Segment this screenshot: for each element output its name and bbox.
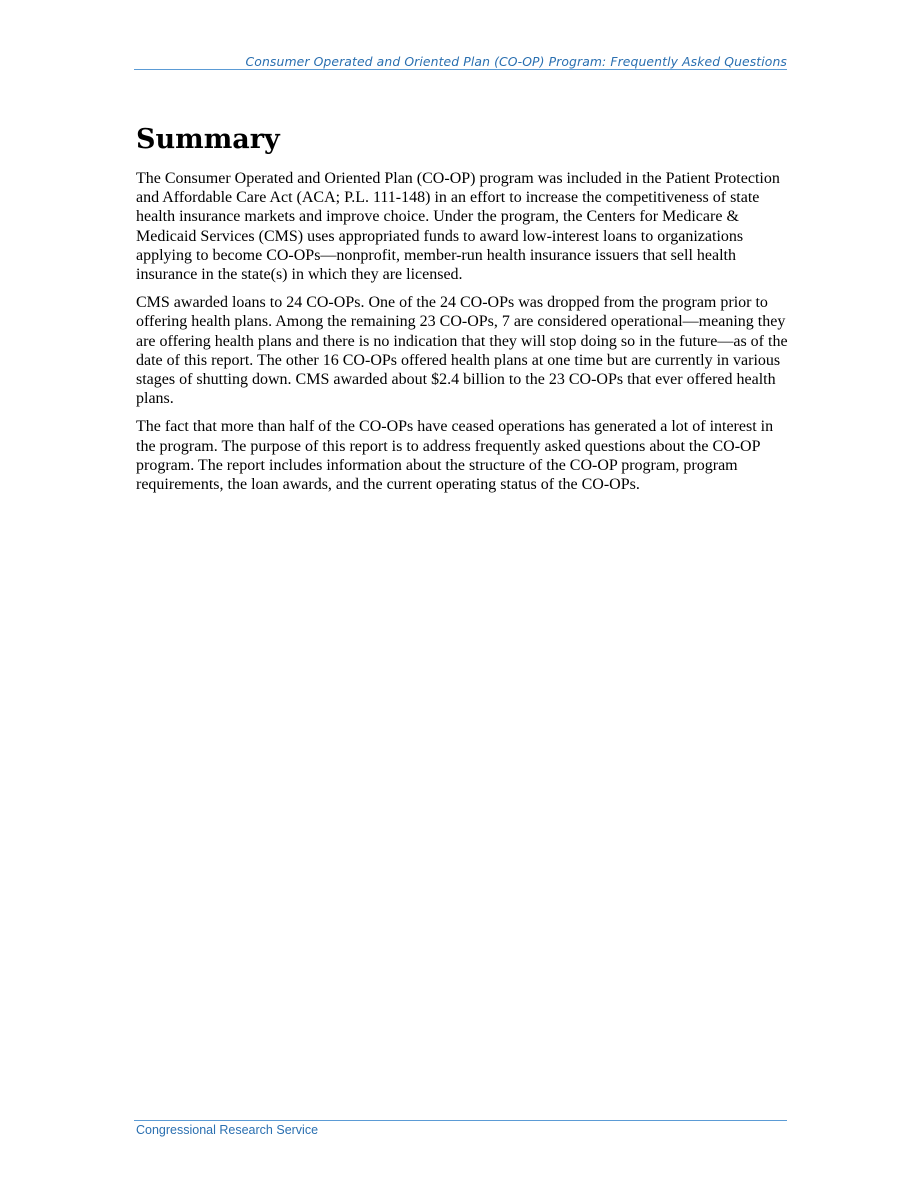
summary-paragraph: CMS awarded loans to 24 CO-OPs. One of the 24 CO-OPs was dropped from the program prior to offering health plans. Among the remaining 23 CO-OPs, 7 are considered operational—meaning they are offering health plans and there is no indication that they will stop doing so in the future—as of the date of this report. The other 16 CO-OPs offered health plans at one time but are currently in various stages of shutting down. CMS awarded about $2.4 billion to the 23 CO-OPs that ever offered health plans.	[136, 294, 788, 408]
running-header: Consumer Operated and Oriented Plan (CO-OP) Program: Frequently Asked Questions	[245, 54, 787, 69]
summary-paragraph: The Consumer Operated and Oriented Plan (CO-OP) program was included in the Patient Protection and Affordable Care Act (ACA; P.L. 111-148) in an effort to increase the competitiveness of state health insurance markets and improve choice. Under the program, the Centers for Medicare & Medicaid Services (CMS) uses appropriated funds to award low-interest loans to organizations applying to become CO-OPs—nonprofit, member-run health insurance issuers that sell health insurance in the state(s) in which they are licensed.	[136, 170, 780, 284]
section-heading: Summary	[136, 124, 280, 155]
header-rule	[134, 69, 787, 70]
summary-paragraph: The fact that more than half of the CO-OPs have ceased operations has generated a lot of interest in the program. The purpose of this report is to address frequently asked questions about the CO-OP program. The report includes information about the structure of the CO-OP program, program requirements, the loan awards, and the current operating status of the CO-OPs.	[136, 418, 774, 494]
footer-organization: Congressional Research Service	[136, 1123, 319, 1137]
summary-body	[136, 169, 788, 503]
footer-rule	[134, 1120, 787, 1121]
